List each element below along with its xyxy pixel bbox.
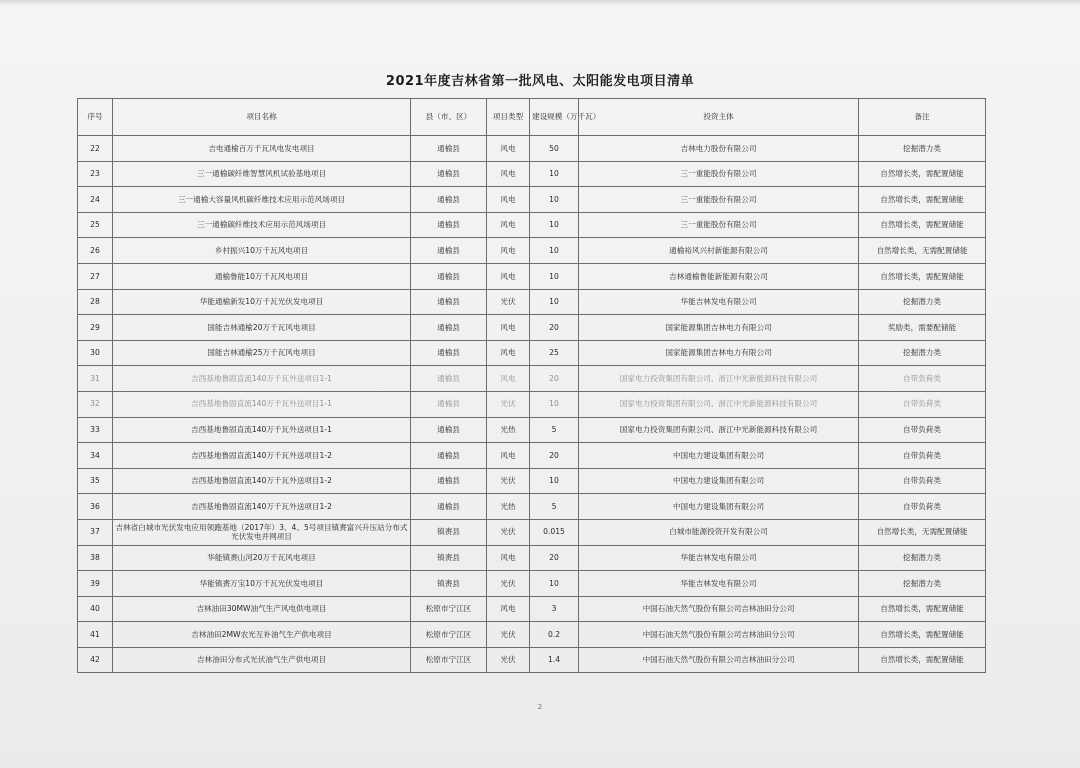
- cell-no: 22: [78, 136, 113, 162]
- cell-project-type: 光伏: [487, 647, 530, 673]
- cell-project-name: 三一通榆大容量风机碳纤维技术应用示范风场项目: [113, 187, 411, 213]
- cell-investor: 吉林通榆鲁能新能源有限公司: [579, 263, 859, 289]
- cell-scale: 20: [530, 315, 579, 341]
- cell-note: 挖掘潜力类: [859, 571, 986, 597]
- cell-investor: 中国电力建设集团有限公司: [579, 468, 859, 494]
- cell-no: 24: [78, 187, 113, 213]
- cell-project-type: 风电: [487, 161, 530, 187]
- cell-no: 37: [78, 519, 113, 545]
- table-row: [78, 315, 986, 341]
- cell-note: 挖掘潜力类: [859, 340, 986, 366]
- cell-county: 通榆县: [411, 289, 487, 315]
- cell-no: 27: [78, 263, 113, 289]
- cell-project-name: 吉西基地鲁固直流140万千瓦外送项目1-1: [113, 366, 411, 392]
- cell-no: 25: [78, 212, 113, 238]
- cell-no: 32: [78, 391, 113, 417]
- cell-county: 镇赉县: [411, 519, 487, 545]
- cell-note: 自然增长类，需配置储能: [859, 161, 986, 187]
- cell-project-type: 风电: [487, 545, 530, 571]
- cell-investor: 中国电力建设集团有限公司: [579, 443, 859, 469]
- cell-scale: 10: [530, 187, 579, 213]
- cell-project-name: 吉林油田分布式光伏油气生产供电项目: [113, 647, 411, 673]
- cell-investor: 三一重能股份有限公司: [579, 187, 859, 213]
- table-row: [78, 443, 986, 469]
- table-header-row: [78, 99, 986, 136]
- cell-county: 通榆县: [411, 136, 487, 162]
- table-row: [78, 647, 986, 673]
- cell-note: 自带负荷类: [859, 443, 986, 469]
- cell-note: 挖掘潜力类: [859, 545, 986, 571]
- cell-note: 自带负荷类: [859, 494, 986, 520]
- cell-county: 通榆县: [411, 212, 487, 238]
- cell-scale: 20: [530, 366, 579, 392]
- cell-investor: 华能吉林发电有限公司: [579, 545, 859, 571]
- header-no: 序号: [78, 99, 113, 136]
- cell-investor: 国家能源集团吉林电力有限公司: [579, 315, 859, 341]
- table-row: [78, 545, 986, 571]
- cell-county: 松原市宁江区: [411, 647, 487, 673]
- cell-investor: 白城市能源投资开发有限公司: [579, 519, 859, 545]
- cell-project-type: 光伏: [487, 468, 530, 494]
- cell-project-name: 吉西基地鲁固直流140万千瓦外送项目1-2: [113, 468, 411, 494]
- cell-project-name: 吉西基地鲁固直流140万千瓦外送项目1-2: [113, 443, 411, 469]
- cell-note: 挖掘潜力类: [859, 289, 986, 315]
- cell-note: 自然增长类，需配置储能: [859, 622, 986, 648]
- cell-project-type: 风电: [487, 263, 530, 289]
- cell-project-type: 光伏: [487, 289, 530, 315]
- cell-project-name: 乡村振兴10万千瓦风电项目: [113, 238, 411, 264]
- cell-scale: 10: [530, 289, 579, 315]
- cell-county: 镇赉县: [411, 545, 487, 571]
- cell-project-name: 通榆鲁能10万千瓦风电项目: [113, 263, 411, 289]
- cell-scale: 0.2: [530, 622, 579, 648]
- cell-project-type: 风电: [487, 238, 530, 264]
- project-list-table: [77, 98, 986, 673]
- cell-no: 30: [78, 340, 113, 366]
- cell-project-type: 风电: [487, 596, 530, 622]
- header-investor: 投资主体: [579, 99, 859, 136]
- cell-investor: 华能吉林发电有限公司: [579, 571, 859, 597]
- cell-project-type: 光伏: [487, 622, 530, 648]
- cell-investor: 国家电力投资集团有限公司、浙江中光新能源科技有限公司: [579, 366, 859, 392]
- cell-no: 26: [78, 238, 113, 264]
- cell-project-name: 吉林油田2MW农光互补油气生产供电项目: [113, 622, 411, 648]
- table-row: [78, 468, 986, 494]
- cell-scale: 25: [530, 340, 579, 366]
- cell-project-type: 风电: [487, 212, 530, 238]
- cell-investor: 三一重能股份有限公司: [579, 212, 859, 238]
- cell-project-name: 国能吉林通榆25万千瓦风电项目: [113, 340, 411, 366]
- cell-project-type: 光伏: [487, 571, 530, 597]
- table-row: [78, 187, 986, 213]
- cell-county: 通榆县: [411, 468, 487, 494]
- cell-project-type: 风电: [487, 443, 530, 469]
- table-row: [78, 519, 986, 545]
- cell-no: 31: [78, 366, 113, 392]
- cell-investor: 三一重能股份有限公司: [579, 161, 859, 187]
- cell-note: 自然增长类，需配置储能: [859, 263, 986, 289]
- header-note: 备注: [859, 99, 986, 136]
- table-row: [78, 417, 986, 443]
- cell-scale: 10: [530, 391, 579, 417]
- cell-scale: 10: [530, 212, 579, 238]
- cell-no: 34: [78, 443, 113, 469]
- cell-investor: 中国电力建设集团有限公司: [579, 494, 859, 520]
- cell-investor: 国家电力投资集团有限公司、浙江中光新能源科技有限公司: [579, 391, 859, 417]
- cell-project-type: 风电: [487, 315, 530, 341]
- table-row: [78, 263, 986, 289]
- cell-note: 自带负荷类: [859, 366, 986, 392]
- cell-scale: 10: [530, 571, 579, 597]
- cell-project-type: 光伏: [487, 391, 530, 417]
- table-row: [78, 340, 986, 366]
- cell-investor: 中国石油天然气股份有限公司吉林油田分公司: [579, 596, 859, 622]
- cell-scale: 10: [530, 263, 579, 289]
- cell-project-name: 吉西基地鲁固直流140万千瓦外送项目1-2: [113, 494, 411, 520]
- cell-no: 40: [78, 596, 113, 622]
- cell-scale: 20: [530, 443, 579, 469]
- cell-project-name: 吉西基地鲁固直流140万千瓦外送项目1-1: [113, 417, 411, 443]
- cell-no: 23: [78, 161, 113, 187]
- table-row: [78, 289, 986, 315]
- table-row: [78, 571, 986, 597]
- cell-county: 通榆县: [411, 366, 487, 392]
- cell-investor: 吉林电力股份有限公司: [579, 136, 859, 162]
- cell-project-type: 风电: [487, 340, 530, 366]
- cell-county: 通榆县: [411, 494, 487, 520]
- table-row: [78, 366, 986, 392]
- cell-no: 41: [78, 622, 113, 648]
- cell-project-name: 吉林省白城市光伏发电应用领跑基地（2017年）3、4、5号项目镇赉富兴升压站分布式光伏发电并网项目: [113, 519, 411, 545]
- cell-scale: 10: [530, 468, 579, 494]
- cell-scale: 0.015: [530, 519, 579, 545]
- cell-note: 自带负荷类: [859, 468, 986, 494]
- cell-project-type: 风电: [487, 136, 530, 162]
- cell-no: 35: [78, 468, 113, 494]
- cell-note: 自带负荷类: [859, 391, 986, 417]
- table-row: [78, 596, 986, 622]
- table-row: [78, 494, 986, 520]
- cell-project-type: 光热: [487, 494, 530, 520]
- cell-scale: 5: [530, 494, 579, 520]
- cell-no: 29: [78, 315, 113, 341]
- document-title: 2021年度吉林省第一批风电、太阳能发电项目清单: [385, 74, 695, 89]
- cell-no: 33: [78, 417, 113, 443]
- cell-scale: 20: [530, 545, 579, 571]
- cell-county: 松原市宁江区: [411, 596, 487, 622]
- cell-scale: 10: [530, 161, 579, 187]
- header-county: 县（市、区）: [411, 99, 487, 136]
- cell-county: 通榆县: [411, 391, 487, 417]
- cell-project-name: 华能镇赉万宝10万千瓦光伏发电项目: [113, 571, 411, 597]
- cell-investor: 中国石油天然气股份有限公司吉林油田分公司: [579, 622, 859, 648]
- cell-county: 通榆县: [411, 443, 487, 469]
- cell-project-name: 三一通榆碳纤维智慧风机试验基地项目: [113, 161, 411, 187]
- cell-note: 自然增长类，需配置储能: [859, 596, 986, 622]
- cell-scale: 10: [530, 238, 579, 264]
- cell-project-type: 光伏: [487, 519, 530, 545]
- cell-investor: 通榆裕风兴村新能源有限公司: [579, 238, 859, 264]
- cell-project-type: 风电: [487, 187, 530, 213]
- table-row: [78, 136, 986, 162]
- cell-note: 自然增长类，需配置储能: [859, 187, 986, 213]
- cell-scale: 5: [530, 417, 579, 443]
- cell-note: 自然增长类，无需配置储能: [859, 238, 986, 264]
- cell-investor: 国家电力投资集团有限公司、浙江中光新能源科技有限公司: [579, 417, 859, 443]
- cell-investor: 中国石油天然气股份有限公司吉林油田分公司: [579, 647, 859, 673]
- header-project-name: 项目名称: [113, 99, 411, 136]
- table-body: [78, 136, 986, 673]
- cell-no: 38: [78, 545, 113, 571]
- cell-no: 28: [78, 289, 113, 315]
- cell-no: 42: [78, 647, 113, 673]
- header-scale: 建设规模（万千瓦）: [530, 99, 579, 136]
- cell-investor: 国家能源集团吉林电力有限公司: [579, 340, 859, 366]
- table-row: [78, 238, 986, 264]
- cell-project-name: 国能吉林通榆20万千瓦风电项目: [113, 315, 411, 341]
- table-row: [78, 622, 986, 648]
- cell-county: 松原市宁江区: [411, 622, 487, 648]
- cell-no: 36: [78, 494, 113, 520]
- cell-no: 39: [78, 571, 113, 597]
- cell-note: 奖励类，需要配储能: [859, 315, 986, 341]
- cell-scale: 3: [530, 596, 579, 622]
- cell-scale: 50: [530, 136, 579, 162]
- cell-project-name: 华能镇赉山河20万千瓦风电项目: [113, 545, 411, 571]
- cell-note: 自然增长类，无需配置储能: [859, 519, 986, 545]
- header-project-type: 项目类型: [487, 99, 530, 136]
- cell-note: 挖掘潜力类: [859, 136, 986, 162]
- scan-edge-shadow: [0, 0, 1080, 6]
- cell-county: 镇赉县: [411, 571, 487, 597]
- cell-note: 自然增长类，需配置储能: [859, 647, 986, 673]
- table-row: [78, 161, 986, 187]
- cell-county: 通榆县: [411, 417, 487, 443]
- cell-project-name: 吉林油田30MW油气生产风电供电项目: [113, 596, 411, 622]
- cell-project-type: 风电: [487, 366, 530, 392]
- cell-county: 通榆县: [411, 161, 487, 187]
- table-row: [78, 391, 986, 417]
- cell-county: 通榆县: [411, 238, 487, 264]
- cell-note: 自带负荷类: [859, 417, 986, 443]
- page-number: 2: [537, 703, 543, 711]
- cell-project-name: 吉电通榆百万千瓦风电发电项目: [113, 136, 411, 162]
- cell-project-name: 华能通榆新发10万千瓦光伏发电项目: [113, 289, 411, 315]
- cell-note: 自然增长类，需配置储能: [859, 212, 986, 238]
- cell-county: 通榆县: [411, 263, 487, 289]
- cell-project-name: 三一通榆碳纤维技术应用示范风场项目: [113, 212, 411, 238]
- cell-project-type: 光热: [487, 417, 530, 443]
- cell-county: 通榆县: [411, 187, 487, 213]
- cell-county: 通榆县: [411, 340, 487, 366]
- cell-county: 通榆县: [411, 315, 487, 341]
- cell-scale: 1.4: [530, 647, 579, 673]
- cell-investor: 华能吉林发电有限公司: [579, 289, 859, 315]
- cell-project-name: 吉西基地鲁固直流140万千瓦外送项目1-1: [113, 391, 411, 417]
- table-row: [78, 212, 986, 238]
